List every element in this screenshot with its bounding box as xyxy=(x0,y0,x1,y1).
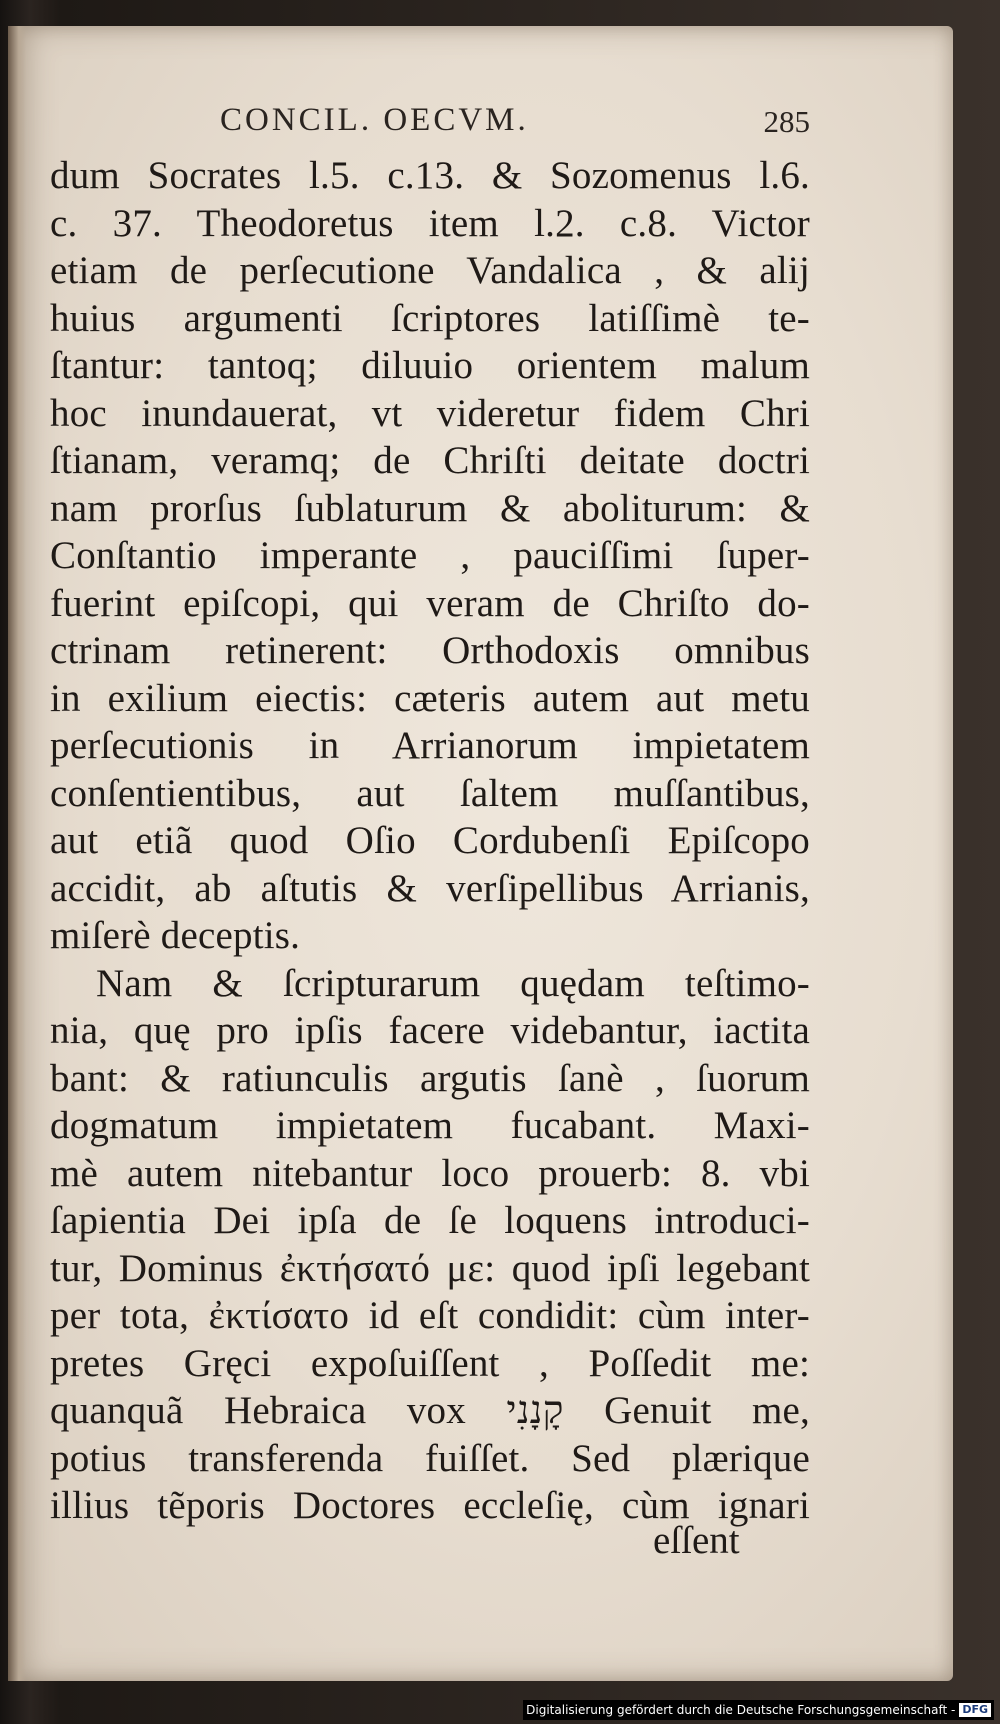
text-line: bant: & ratiunculis argutis ſanè , ſuorum xyxy=(50,1056,810,1100)
text-line: accidit, ab aſtutis & verſipellibus Arrianis, xyxy=(50,866,810,910)
text-line: conſentientibus, aut ſaltem muſſantibus, xyxy=(50,771,810,815)
text-line: ſapientia Dei ipſa de ſe loquens introduci- xyxy=(50,1199,810,1242)
text-line: hoc inundauerat, vt videretur fidem Chri xyxy=(50,391,810,435)
text-line: illius tẽporis Doctores eccleſię, cùm ignari xyxy=(50,1484,810,1527)
text-line: dum Socrates l.5. c.13. & Sozomenus l.6. xyxy=(50,154,810,197)
page-number: 285 xyxy=(763,104,810,139)
body-text xyxy=(50,152,810,1530)
text-line: perſecutionis in Arrianorum impietatem xyxy=(50,724,810,767)
dfg-logo: DFG xyxy=(959,1703,991,1717)
text-line: fuerint epiſcopi, qui veram de Chriſto do- xyxy=(50,581,810,625)
footer-text: Digitalisierung gefördert durch die Deutsche Forschungsgemeinschaft - xyxy=(526,1703,956,1717)
text-line: nam prorſus ſublaturum & aboliturum: & xyxy=(50,486,810,530)
text-line: c. 37. Theodoretus item l.2. c.8. Victor xyxy=(50,201,810,245)
page-gutter xyxy=(8,26,26,1681)
text-line: dogmatum impietatem fucabant. Maxi- xyxy=(50,1104,810,1147)
text-line: huius argumenti ſcriptores latiſſimè te- xyxy=(50,296,810,340)
digitization-footer xyxy=(523,1700,994,1720)
text-line: per tota, ἐκτίσατο id eſt condidit: cùm inter- xyxy=(50,1294,810,1337)
text-line: in exilium eiectis: cæteris autem aut metu xyxy=(50,676,810,720)
text-line: tur, Dominus ἐκτήσατό με: quod ipſi legebant xyxy=(50,1246,810,1290)
text-line: quanquã Hebraica vox קָנָנִי Genuit me, xyxy=(50,1389,810,1432)
text-line: mè autem nitebantur loco prouerb: 8. vbi xyxy=(50,1151,810,1195)
text-line: potius transferenda fuiſſet. Sed plærique xyxy=(50,1436,810,1480)
running-head xyxy=(220,102,810,142)
catchword: eſſent xyxy=(653,1519,740,1562)
text-line: etiam de perſecutione Vandalica , & alij xyxy=(50,249,810,292)
text-line: aut etiã quod Oſio Cordubenſi Epiſcopo xyxy=(50,819,810,862)
text-line: Conſtantio imperante , pauciſſimi ſuper- xyxy=(50,534,810,577)
paragraph-end-line: miſerè deceptis. xyxy=(50,914,301,957)
text-line: pretes Gręci expoſuiſſent , Poſſedit me: xyxy=(50,1341,810,1385)
text-line: nia, quę pro ipſis facere videbantur, iactita xyxy=(50,1009,810,1052)
paragraph-start-line: Nam & ſcripturarum quędam teſtimo- xyxy=(96,961,810,1005)
running-head-title: CONCIL. OECVM. xyxy=(220,102,529,138)
text-line: ctrinam retinerent: Orthodoxis omnibus xyxy=(50,629,810,672)
text-line: ſtianam, veramq; de Chriſti deitate doctri xyxy=(50,439,810,482)
text-line: ſtantur: tantoq; diluuio orientem malum xyxy=(50,344,810,387)
